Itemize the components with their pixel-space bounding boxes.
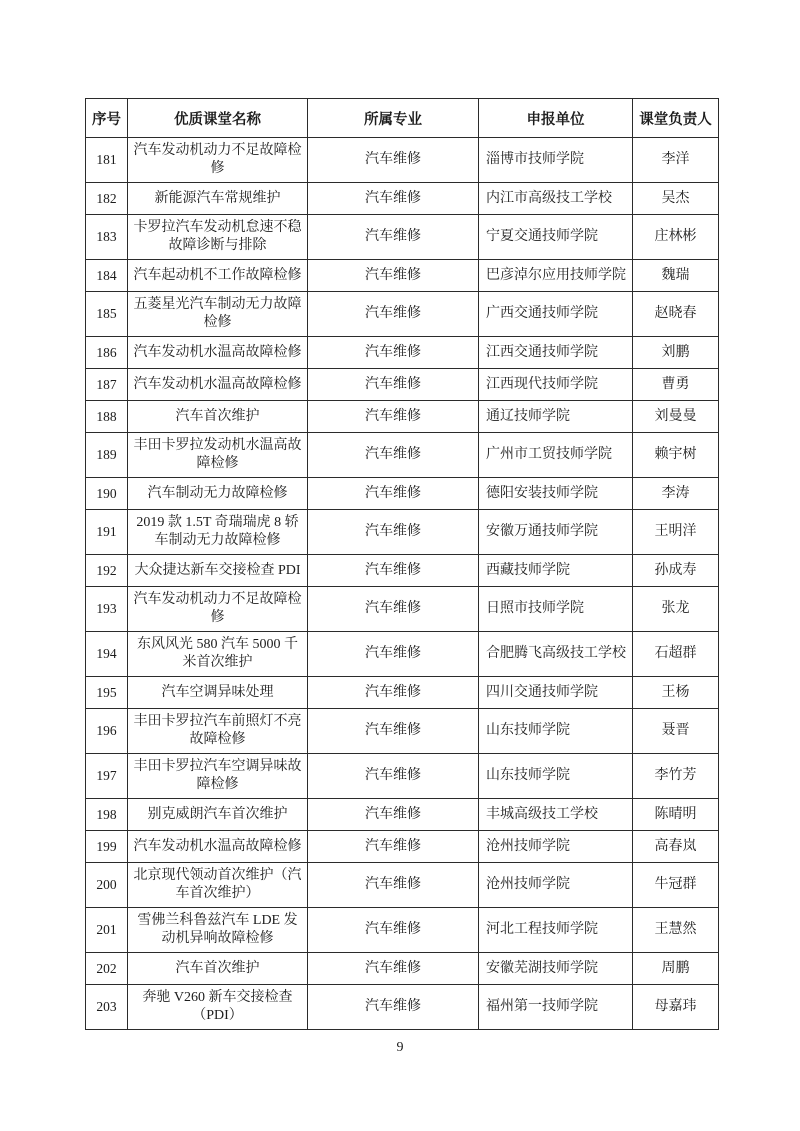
cell-unit: 淄博市技师学院 [479, 138, 633, 183]
cell-leader: 王明洋 [633, 510, 719, 555]
cell-major: 汽车维修 [308, 754, 479, 799]
table-row [86, 337, 719, 369]
cell-no: 202 [86, 953, 128, 985]
cell-major: 汽车维修 [308, 215, 479, 260]
cell-unit: 德阳安装技师学院 [479, 478, 633, 510]
cell-leader: 刘曼曼 [633, 401, 719, 433]
table-header-row [86, 99, 719, 138]
cell-major: 汽车维修 [308, 985, 479, 1030]
cell-no: 191 [86, 510, 128, 555]
header-no: 序号 [86, 99, 128, 138]
cell-course-name: 大众捷达新车交接检查 PDI [128, 555, 308, 587]
cell-leader: 赵晓春 [633, 292, 719, 337]
cell-major: 汽车维修 [308, 478, 479, 510]
cell-no: 200 [86, 863, 128, 908]
cell-no: 194 [86, 632, 128, 677]
page-number: 9 [396, 1040, 404, 1055]
cell-course-name: 卡罗拉汽车发动机怠速不稳故障诊断与排除 [128, 215, 308, 260]
table-row [86, 215, 719, 260]
cell-leader: 曹勇 [633, 369, 719, 401]
cell-no: 201 [86, 908, 128, 953]
cell-unit: 通辽技师学院 [479, 401, 633, 433]
cell-major: 汽车维修 [308, 138, 479, 183]
cell-no: 181 [86, 138, 128, 183]
cell-leader: 李涛 [633, 478, 719, 510]
cell-unit: 西藏技师学院 [479, 555, 633, 587]
cell-unit: 山东技师学院 [479, 709, 633, 754]
cell-leader: 刘鹏 [633, 337, 719, 369]
cell-leader: 庄林彬 [633, 215, 719, 260]
header-unit: 申报单位 [479, 99, 633, 138]
table-row [86, 478, 719, 510]
cell-course-name: 东风风光 580 汽车 5000 千米首次维护 [128, 632, 308, 677]
cell-course-name: 别克威朗汽车首次维护 [128, 799, 308, 831]
cell-major: 汽车维修 [308, 433, 479, 478]
cell-major: 汽车维修 [308, 260, 479, 292]
cell-unit: 巴彦淖尔应用技师学院 [479, 260, 633, 292]
cell-course-name: 雪佛兰科鲁兹汽车 LDE 发动机异响故障检修 [128, 908, 308, 953]
cell-no: 187 [86, 369, 128, 401]
table-row [86, 510, 719, 555]
cell-no: 192 [86, 555, 128, 587]
cell-course-name: 汽车起动机不工作故障检修 [128, 260, 308, 292]
cell-leader: 李洋 [633, 138, 719, 183]
cell-course-name: 汽车空调异味处理 [128, 677, 308, 709]
cell-major: 汽车维修 [308, 183, 479, 215]
table-row [86, 292, 719, 337]
cell-unit: 福州第一技师学院 [479, 985, 633, 1030]
table-row [86, 831, 719, 863]
table-row [86, 863, 719, 908]
cell-major: 汽车维修 [308, 709, 479, 754]
cell-course-name: 汽车发动机动力不足故障检修 [128, 138, 308, 183]
table-row [86, 555, 719, 587]
cell-leader: 孙成寿 [633, 555, 719, 587]
table-row [86, 754, 719, 799]
cell-course-name: 汽车发动机水温高故障检修 [128, 831, 308, 863]
cell-course-name: 丰田卡罗拉发动机水温高故障检修 [128, 433, 308, 478]
cell-major: 汽车维修 [308, 863, 479, 908]
cell-no: 196 [86, 709, 128, 754]
cell-leader: 李竹芳 [633, 754, 719, 799]
cell-unit: 广西交通技师学院 [479, 292, 633, 337]
table-row [86, 953, 719, 985]
cell-leader: 周鹏 [633, 953, 719, 985]
cell-unit: 安徽万通技师学院 [479, 510, 633, 555]
cell-no: 198 [86, 799, 128, 831]
cell-course-name: 五菱星光汽车制动无力故障检修 [128, 292, 308, 337]
cell-course-name: 汽车发动机动力不足故障检修 [128, 587, 308, 632]
table-row [86, 985, 719, 1030]
cell-major: 汽车维修 [308, 677, 479, 709]
cell-leader: 母嘉玮 [633, 985, 719, 1030]
cell-unit: 沧州技师学院 [479, 863, 633, 908]
cell-course-name: 汽车首次维护 [128, 401, 308, 433]
table-row [86, 369, 719, 401]
course-table [85, 98, 719, 1030]
cell-no: 185 [86, 292, 128, 337]
cell-leader: 吴杰 [633, 183, 719, 215]
cell-course-name: 丰田卡罗拉汽车空调异味故障检修 [128, 754, 308, 799]
cell-leader: 牛冠群 [633, 863, 719, 908]
cell-leader: 赖宇树 [633, 433, 719, 478]
cell-leader: 王慧然 [633, 908, 719, 953]
table-row [86, 183, 719, 215]
cell-leader: 魏瑞 [633, 260, 719, 292]
cell-major: 汽车维修 [308, 510, 479, 555]
table-row [86, 632, 719, 677]
cell-major: 汽车维修 [308, 587, 479, 632]
cell-no: 190 [86, 478, 128, 510]
cell-major: 汽车维修 [308, 831, 479, 863]
cell-unit: 广州市工贸技师学院 [479, 433, 633, 478]
cell-course-name: 汽车发动机水温高故障检修 [128, 337, 308, 369]
cell-major: 汽车维修 [308, 799, 479, 831]
header-course-name: 优质课堂名称 [128, 99, 308, 138]
cell-no: 188 [86, 401, 128, 433]
cell-major: 汽车维修 [308, 337, 479, 369]
table-row [86, 433, 719, 478]
cell-course-name: 汽车发动机水温高故障检修 [128, 369, 308, 401]
cell-unit: 安徽芜湖技师学院 [479, 953, 633, 985]
table-row [86, 260, 719, 292]
cell-course-name: 丰田卡罗拉汽车前照灯不亮故障检修 [128, 709, 308, 754]
cell-course-name: 北京现代领动首次维护（汽车首次维护） [128, 863, 308, 908]
cell-major: 汽车维修 [308, 908, 479, 953]
cell-no: 195 [86, 677, 128, 709]
cell-leader: 王杨 [633, 677, 719, 709]
cell-leader: 张龙 [633, 587, 719, 632]
cell-no: 199 [86, 831, 128, 863]
cell-leader: 高春岚 [633, 831, 719, 863]
table-row [86, 709, 719, 754]
cell-leader: 聂晋 [633, 709, 719, 754]
cell-leader: 石超群 [633, 632, 719, 677]
cell-major: 汽车维修 [308, 369, 479, 401]
cell-major: 汽车维修 [308, 292, 479, 337]
cell-major: 汽车维修 [308, 953, 479, 985]
cell-unit: 内江市高级技工学校 [479, 183, 633, 215]
cell-unit: 四川交通技师学院 [479, 677, 633, 709]
cell-unit: 宁夏交通技师学院 [479, 215, 633, 260]
cell-unit: 合肥腾飞高级技工学校 [479, 632, 633, 677]
cell-no: 182 [86, 183, 128, 215]
cell-no: 186 [86, 337, 128, 369]
cell-no: 193 [86, 587, 128, 632]
header-leader: 课堂负责人 [633, 99, 719, 138]
table-row [86, 677, 719, 709]
cell-unit: 山东技师学院 [479, 754, 633, 799]
cell-course-name: 奔驰 V260 新车交接检查（PDI） [128, 985, 308, 1030]
table-row [86, 587, 719, 632]
cell-no: 203 [86, 985, 128, 1030]
table-row [86, 799, 719, 831]
header-major: 所属专业 [308, 99, 479, 138]
cell-unit: 江西交通技师学院 [479, 337, 633, 369]
cell-leader: 陈晴明 [633, 799, 719, 831]
table-row [86, 138, 719, 183]
cell-course-name: 新能源汽车常规维护 [128, 183, 308, 215]
cell-course-name: 2019 款 1.5T 奇瑞瑞虎 8 轿车制动无力故障检修 [128, 510, 308, 555]
cell-major: 汽车维修 [308, 632, 479, 677]
cell-unit: 丰城高级技工学校 [479, 799, 633, 831]
cell-course-name: 汽车制动无力故障检修 [128, 478, 308, 510]
table-row [86, 908, 719, 953]
cell-major: 汽车维修 [308, 401, 479, 433]
cell-unit: 河北工程技师学院 [479, 908, 633, 953]
cell-major: 汽车维修 [308, 555, 479, 587]
cell-unit: 日照市技师学院 [479, 587, 633, 632]
cell-no: 197 [86, 754, 128, 799]
table-body [86, 138, 719, 1030]
cell-no: 183 [86, 215, 128, 260]
cell-unit: 江西现代技师学院 [479, 369, 633, 401]
table-row [86, 401, 719, 433]
cell-no: 189 [86, 433, 128, 478]
cell-no: 184 [86, 260, 128, 292]
cell-course-name: 汽车首次维护 [128, 953, 308, 985]
cell-unit: 沧州技师学院 [479, 831, 633, 863]
